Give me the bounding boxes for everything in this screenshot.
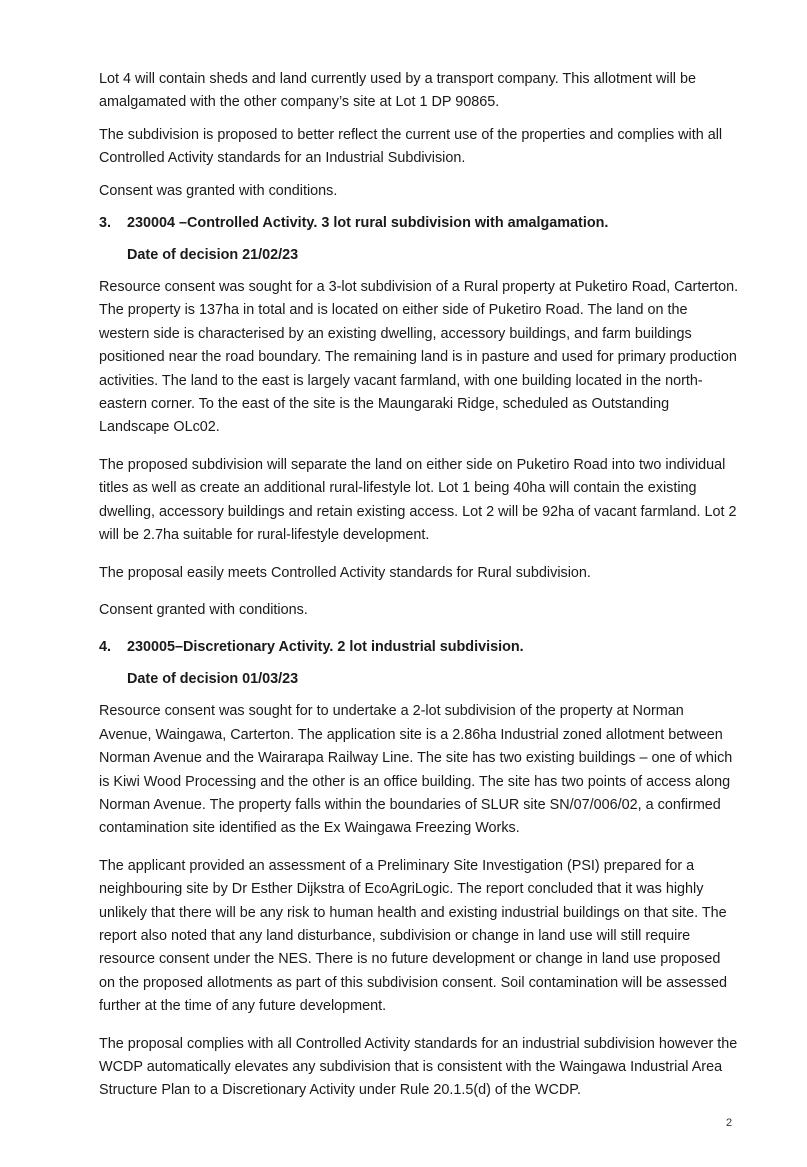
section-3-paragraph: Resource consent was sought for a 3-lot subdivision of a Rural property at Puketiro Road, Carterton. The property is 137ha in total and is located on either side of Puketiro Road. The land on the western side is characterised by an existing dwelling, accessory buildings, and farm buildings positioned near the road boundary. The remaining land is in pasture and used for primary production activities. The land to the east is largely vacant farmland, with one building located in the north-eastern corner. To the east of the site is the Maungaraki Ridge, scheduled as Outstanding Landscape OLc02. <box>99 279 739 436</box>
section-4-heading <box>99 636 739 659</box>
paragraph-lot4: Lot 4 will contain sheds and land currently used by a transport company. This allotment will be amalgamated with the other company’s site at Lot 1 DP 90865. <box>99 71 696 111</box>
section-3-heading <box>99 212 739 235</box>
section-3-number: 3. <box>99 215 112 232</box>
section-3-paragraph: The proposal easily meets Controlled Activity standards for Rural subdivision. <box>99 564 591 581</box>
paragraph-consent-granted: Consent was granted with conditions. <box>99 182 338 199</box>
section-3-paragraph: The proposed subdivision will separate the land on either side on Puketiro Road into two individual titles as well as create an additional rural-lifestyle lot. Lot 1 being 40ha will contain the existing dwelling, accessory buildings and retain existing access. Lot 2 will be 92ha of vacant farmland. Lot 2 will be 2.7ha suitable for rural-lifestyle development. <box>99 456 737 544</box>
page-number: 2 <box>726 1117 733 1129</box>
section-3-title: 230004 –Controlled Activity. 3 lot rural subdivision with amalgamation. <box>127 215 609 232</box>
section-4-paragraph: The applicant provided an assessment of a Preliminary Site Investigation (PSI) prepared for a neighbouring site by Dr Esther Dijkstra of EcoAgriLogic. The report concluded that it was highly unlikely that there will be any risk to human health and existing industrial buildings on that site. The report also noted that any land disturbance, subdivision or change in land use will still require resource consent under the NES. There is no future development or change in land use proposed on the proposed allotments as part of this subdivision consent. Soil contamination will be assessed further at the time of any future development. <box>99 857 727 1015</box>
section-4-paragraph: Resource consent was sought for to undertake a 2-lot subdivision of the property at Norman Avenue, Waingawa, Carterton. The application site is a 2.86ha Industrial zoned allotment between Norman Avenue and the Wairarapa Railway Line. The site has two existing buildings – one of which is Kiwi Wood Processing and the other is an office building. The site has two points of access along Norman Avenue. The property falls within the boundaries of SLUR site SN/07/006/02, a confirmed contamination site identified as the Ex Waingawa Freezing Works. <box>99 703 733 837</box>
section-4-title: 230005–Discretionary Activity. 2 lot industrial subdivision. <box>127 639 524 656</box>
paragraph-subdivision-purpose: The subdivision is proposed to better reflect the current use of the properties and complies with all Controlled Activity standards for an Industrial Subdivision. <box>99 126 723 167</box>
section-3-paragraph: Consent granted with conditions. <box>99 601 308 618</box>
document-page <box>99 68 739 1117</box>
section-4-paragraph: The proposal complies with all Controlled Activity standards for an industrial subdivision however the WCDP automatically elevates any subdivision that is consistent with the Waingawa Industrial Area Structure Plan to a Discretionary Activity under Rule 20.1.5(d) of the WCDP. <box>99 1035 738 1099</box>
section-4-decision-date: Date of decision 01/03/23 <box>127 671 299 688</box>
section-3-decision-date: Date of decision 21/02/23 <box>127 247 299 264</box>
section-4-number: 4. <box>99 639 112 656</box>
